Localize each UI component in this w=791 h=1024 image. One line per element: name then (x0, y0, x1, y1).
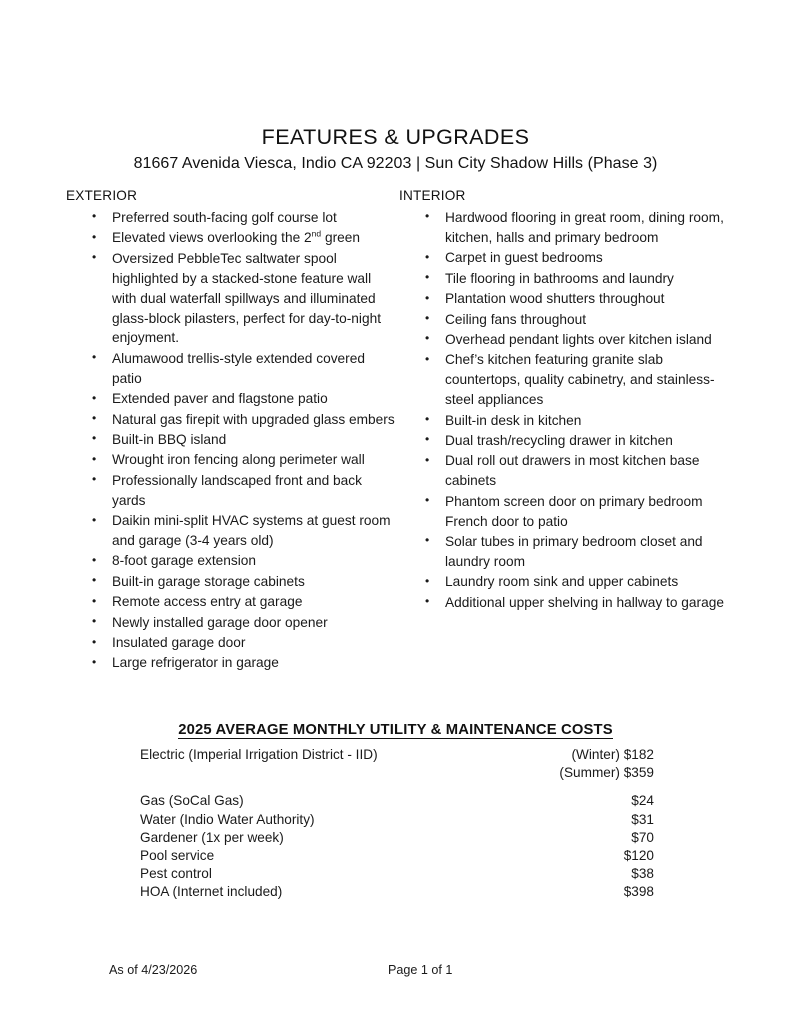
footer-as-of-date: As of 4/23/2026 (109, 963, 198, 977)
list-item: • Wrought iron fencing along perimeter wall (66, 450, 396, 470)
table-spacer-row (140, 782, 654, 792)
utility-costs-section (0, 722, 791, 902)
table-row (140, 764, 654, 782)
list-item: • Chef’s kitchen featuring granite slab countertops, quality cabinetry, and stainless-steel appliances (399, 350, 729, 410)
list-item: • 8-foot garage extension (66, 551, 396, 571)
list-item: • Overhead pendant lights over kitchen island (399, 330, 729, 350)
list-item: • Tile flooring in bathrooms and laundry (399, 269, 729, 289)
ordinal-superscript: nd (311, 228, 322, 239)
list-item: • Hardwood flooring in great room, dining room, kitchen, halls and primary bedroom (399, 208, 729, 248)
list-item: • Alumawood trellis-style extended covered patio (66, 349, 396, 389)
cost-amount: $38 (631, 866, 654, 882)
list-item: • Natural gas firepit with upgraded glass embers (66, 410, 396, 430)
list-item: • Plantation wood shutters throughout (399, 289, 729, 309)
exterior-heading: EXTERIOR (66, 188, 138, 203)
table-row (140, 829, 654, 847)
cost-amount: (Summer) $359 (559, 765, 654, 781)
interior-column (399, 188, 729, 613)
page-footer (0, 962, 791, 982)
cost-amount: $398 (623, 884, 654, 900)
page-subtitle-address: 81667 Avenida Viesca, Indio CA 92203 | Sun City Shadow Hills (Phase 3) (133, 155, 658, 172)
table-row (140, 865, 654, 883)
cost-amount: $31 (631, 811, 654, 827)
features-columns (0, 188, 791, 698)
cost-label: Electric (Imperial Irrigation District - IID) (140, 747, 378, 762)
utility-costs-heading (0, 722, 791, 739)
list-item: • Built-in desk in kitchen (399, 411, 729, 431)
cost-amount: $24 (631, 793, 654, 809)
cost-label: Gas (SoCal Gas) (140, 793, 244, 809)
cost-amount: $120 (623, 848, 654, 864)
list-item: • Ceiling fans throughout (399, 310, 729, 330)
exterior-feature-list (66, 208, 396, 673)
cost-label: Gardener (1x per week) (140, 829, 284, 845)
list-item: • Carpet in guest bedrooms (399, 248, 729, 268)
cost-label: HOA (Internet included) (140, 884, 283, 900)
list-item: • Phantom screen door on primary bedroom French door to patio (399, 492, 729, 532)
list-item: • Additional upper shelving in hallway to garage (399, 593, 729, 613)
list-item: • Dual trash/recycling drawer in kitchen (399, 431, 729, 451)
table-spacer-cell (140, 782, 654, 792)
footer-page-number: Page 1 of 1 (388, 963, 453, 977)
list-item: • Built-in BBQ island (66, 430, 396, 450)
table-row (140, 847, 654, 865)
table-row (140, 746, 654, 764)
list-item: • Newly installed garage door opener (66, 613, 396, 633)
list-item: • Preferred south-facing golf course lot (66, 208, 396, 228)
table-row (140, 811, 654, 829)
list-item: • Built-in garage storage cabinets (66, 572, 396, 592)
list-item: • Solar tubes in primary bedroom closet and laundry room (399, 532, 729, 572)
list-item: • Dual roll out drawers in most kitchen base cabinets (399, 451, 729, 491)
list-item: • Extended paver and flagstone patio (66, 389, 396, 409)
utility-costs-table (140, 746, 654, 902)
cost-label: Water (Indio Water Authority) (140, 811, 315, 827)
exterior-column (66, 188, 396, 674)
cost-amount: $70 (631, 829, 654, 845)
list-item: • Daikin mini-split HVAC systems at guest room and garage (3-4 years old) (66, 511, 396, 551)
page-title: FEATURES & UPGRADES (261, 125, 530, 149)
list-item: • Remote access entry at garage (66, 592, 396, 612)
list-item: • Elevated views overlooking the 2nd green (66, 228, 396, 248)
cost-label (140, 764, 397, 782)
list-item: • Large refrigerator in garage (66, 653, 396, 673)
cost-label: Pool service (140, 848, 215, 864)
interior-heading: INTERIOR (399, 188, 466, 203)
table-row (140, 883, 654, 901)
list-item: • Insulated garage door (66, 633, 396, 653)
list-item: • Professionally landscaped front and back yards (66, 471, 396, 511)
list-item: • Laundry room sink and upper cabinets (399, 572, 729, 592)
interior-feature-list (399, 208, 729, 613)
cost-label: Pest control (140, 866, 212, 882)
table-row (140, 792, 654, 810)
cost-amount: (Winter) $182 (571, 747, 654, 762)
list-item: • Oversized PebbleTec saltwater spool highlighted by a stacked-stone feature wall with dual waterfall spillways and illuminated glass-block pilasters, perfect for day-to-night enjoyment. (66, 249, 396, 349)
utility-costs-heading-text: 2025 AVERAGE MONTHLY UTILITY & MAINTENANCE COSTS (178, 722, 613, 738)
